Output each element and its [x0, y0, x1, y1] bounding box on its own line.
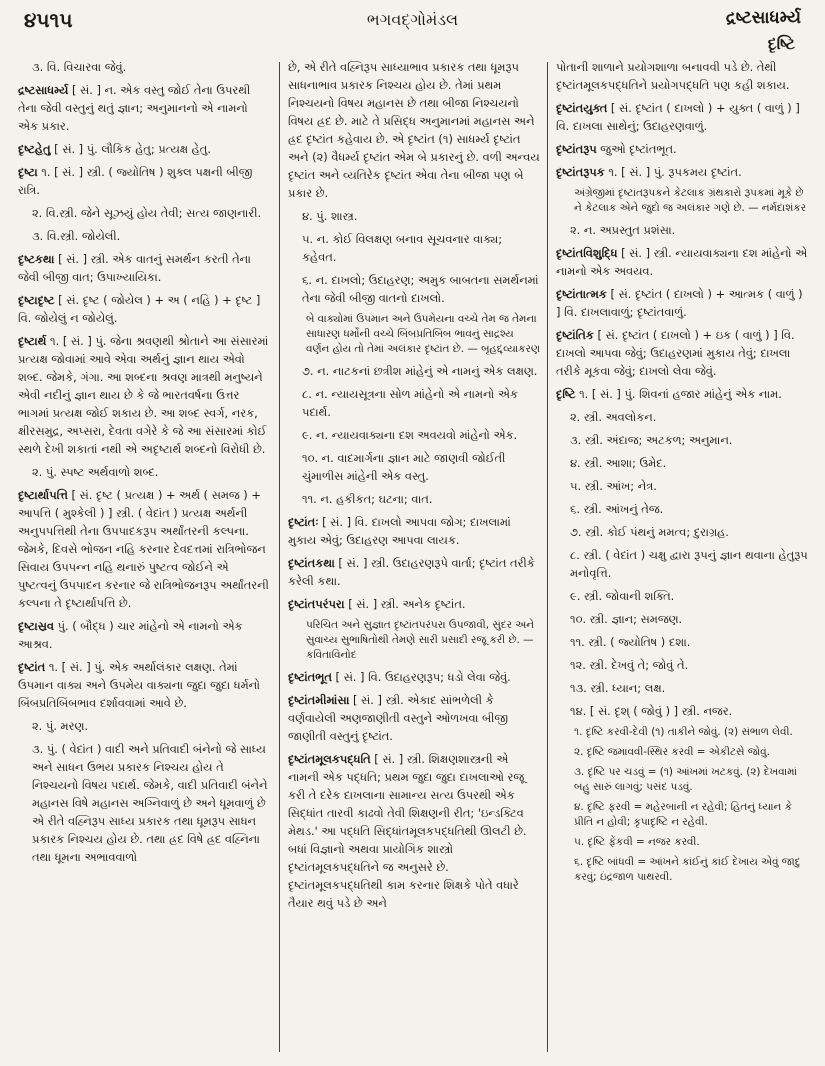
entry-definition: ૮. ન. ન્યાયસૂત્રના સોળ માંહેનો એ નામનો એક પદાર્થ.: [302, 387, 518, 419]
entry-definition: ૧. [ સં. ] સ્ત્રી. ( જ્યોતિષ ) શુક્લ પક્ષની બીજી રાત્રિ.: [18, 165, 253, 197]
entry-definition: ૬. સ્ત્રી. આંખનું તેજ.: [570, 502, 664, 516]
dictionary-entry: [556, 679, 808, 697]
entry-definition: ૪. પું. શાસ્ત્ર.: [302, 209, 358, 223]
dictionary-entry: [18, 140, 270, 158]
entry-headword: દૃષ્ટાંતમીમાંસા: [288, 693, 350, 707]
entry-headword: દૃષ્ટાંતમૂલકપદ્ધતિ: [288, 752, 371, 766]
dictionary-entry: [556, 765, 808, 795]
dictionary-entry: [288, 426, 540, 444]
dictionary-entry: [556, 587, 808, 605]
entry-definition: ૩. સ્ત્રી. અંદાજ; અટકળ; અનુમાન.: [570, 433, 733, 447]
column-divider: [547, 62, 548, 1052]
dictionary-entry: [288, 618, 540, 663]
dictionary-entry: [556, 656, 808, 674]
dictionary-entry: [556, 633, 808, 651]
entry-headword: દૃષ્ટાંતકથા: [288, 556, 335, 570]
dictionary-entry: [18, 227, 270, 245]
dictionary-entry: [288, 449, 540, 485]
entry-headword: દૃષ્ટાર્થ: [18, 334, 47, 348]
dictionary-entry: [556, 610, 808, 628]
entry-headword: દ્રષ્ટસાધર્મ્ય: [18, 83, 69, 97]
entry-definition: [ સં. ] ન. એક વસ્તુ જોઈ તેના ઉપરથી તેના જેવી વસ્તુનું થતું જ્ઞાન; અનુમાનનો એ નામનો એક પ્રકાર.: [18, 83, 251, 133]
dictionary-entry: [556, 523, 808, 541]
dictionary-entry: [288, 58, 540, 202]
dictionary-entry: [556, 745, 808, 760]
book-title: ભગવદ્ગોમંડલ: [366, 10, 459, 29]
dictionary-entry: [18, 463, 270, 481]
entry-definition: ૨. વિ.સ્ત્રી. જેને સૂઝયું હોય તેવી; સત્ય જાણનારી.: [32, 206, 262, 220]
entry-definition: ૩. પું. ( વેદાંત ) વાદી અને પ્રતિવાદી બંનેનો જે સાધ્ય અને સાધન ઉભય પ્રકારક નિશ્ચય હોય તે નિશ્ચયનો વિષય પદાર્થ. જેમકે, વાદી પ્રતિવાદી બંનેને મહાનસ વિષે મહાનસ અગ્નિવાળું છે અને ધૂમવાળું છે એ રીતે વહ્નિરૂપ સાધ્ય પ્રકારક તથા ધૂમરૂપ સાધન પ્રકારક નિશ્ચય હોય છે. તથા હ્રદ વિષે હ્રદ વહ્નિના તથા ધૂમના અભાવવાળો: [32, 742, 268, 864]
entry-definition: [ સં. ] સ્ત્રી. ન્યાયવાક્યના દશ માંહેનો એ નામનો એક અવયવ.: [556, 246, 808, 278]
entry-headword: દૃષ્ટાંતઃ: [288, 515, 319, 529]
dictionary-entry: [18, 163, 270, 199]
entry-definition: [ સં. ] સ્ત્રી. એકાદ સાંભળેલી કે વર્ણવાયેલી અણજાણીતી વસ્તુને ઓળખવા બીજી જાણીતી વસ્તુનું દૃષ્ટાંત.: [288, 693, 508, 743]
entry-definition: ૬. દૃષ્ટિ બાંધવી = આંખને કાંઈનું કાંઈ દેખાય એવું જાદુ કરવું; ઇંદ્રજાળ પાથરવી.: [574, 856, 801, 883]
entry-definition: [ સં. ] વિ. દાખલો આપવા જોગ; દાખલામાં મુકાય એવું; ઉદાહરણ આપવા લાયક.: [288, 515, 511, 547]
dictionary-entry: [18, 486, 270, 612]
entry-definition: ૧. દૃષ્ટિ કરવી-દેવી (૧) તાકીને જોવું. (૨) સંભાળ લેવી.: [574, 726, 793, 738]
entry-definition: ૨. પું. મરણ.: [32, 719, 89, 733]
entry-headword: દૃષ્ટાંત: [18, 660, 46, 674]
entry-definition: [ સં. દૃષ્ટાંત ( દાખલો ) + યુક્ત ( વાળું ) ] વિ. દાખલા સાથેનું; ઉદાહરણવાળું.: [556, 101, 800, 133]
entry-definition: ૭. ન. નાટકનાં છત્રીશ માંહેનું એ નામનું એક લક્ષણ.: [302, 364, 538, 378]
entry-definition: છે, એ રીતે વહ્નિરૂપ સાધ્યાભાવ પ્રકારક તથા ધૂમરૂપ સાધનાભાવ પ્રકારક નિશ્ચય હોય છે. તેમાં પ્રથમ નિશ્ચયનો વિષય મહાનસ છે તથા બીજા નિશ્ચયનો વિષય હ્રદ છે. માટે તે પ્રસિદ્ધ અનુમાનમાં મહાનસ અને હ્રદ દૃષ્ટાંત કહેવાય છે. એ દૃષ્ટાંત (૧) સાધર્મ્ય દૃષ્ટાંત અને (૨) વૈધર્મ્ય દૃષ્ટાંત એમ બે પ્રકારનું છે. વળી અન્વય દૃષ્ટાંત અને વ્યતિરેક દૃષ્ટાંત એવા તેના બીજા પણ બે પ્રકાર છે.: [288, 60, 540, 200]
dictionary-entry: [556, 163, 808, 181]
entry-definition: ૧. [ સં. ] પું. શિવનાં હજાર માંહેનું એક નામ.: [575, 387, 782, 401]
dictionary-entry: [556, 221, 808, 239]
dictionary-entry: [18, 81, 270, 135]
dictionary-entry: [556, 800, 808, 830]
entry-definition: ૪. દૃષ્ટિ ફરવી = મહેરબાની ન રહેવી; હિતનું ધ્યાન કે પ્રીતિ ન હોવી; કૃપાદૃષ્ટિ ન રહેવી.: [574, 801, 792, 828]
dictionary-entry: [288, 230, 540, 266]
entry-definition: ૧૪. [ સં. દૃશ્ ( જોવું ) ] સ્ત્રી. નજર.: [570, 704, 733, 718]
dictionary-entry: [288, 750, 540, 912]
dictionary-entry: [288, 385, 540, 421]
entry-definition: [ સં. ] વિ. ઉદાહરણરૂપ; ધડો લેવા જેવું.: [331, 670, 511, 684]
entry-definition: અંગ્રેજીમાં દૃષ્ટાંતરૂપકને કેટલાક ગ્રંથકારો રૂપકમાં મૂકે છે ને કેટલાક એને જુદો જ અલંકાર ગણે છે. — નર્મદાશંકર: [574, 187, 806, 214]
dictionary-entry: [288, 595, 540, 613]
entry-definition: [ સં. દૃષ્ટાંત ( દાખલો ) + આત્મક ( વાળું ) ] વિ. દાખલાવાળું; દૃષ્ટાંતવાળું.: [556, 287, 803, 319]
entry-definition: [ સં. દૃષ્ટ ( જોયેલ ) + અ ( નહિ ) + દૃષ્ટ ] વિ. જોયેલું ન જોયેલું.: [18, 293, 261, 325]
dictionary-entry: [556, 431, 808, 449]
dictionary-entry: [556, 326, 808, 380]
dictionary-entry: [556, 477, 808, 495]
dictionary-entry: [556, 454, 808, 472]
dictionary-entry: [18, 740, 270, 866]
dictionary-entry: [556, 702, 808, 720]
entry-headword: દૃષ્ટાંતભૂત: [288, 670, 332, 684]
entry-definition: ૧. [ સં. ] પું. જેના શ્રવણથી શ્રોતાને આ સંસારમાં પ્રત્યક્ષ જોવામાં આવે એવા અર્થનું જ્ઞાન થાય એવો શબ્દ. જેમકે, ગંગા. આ શબ્દના શ્રવણ માત્રથી મનુષ્યને એવી નદીનું જ્ઞાન થાય છે કે જે ભારતવર્ષના ઉત્તર ભાગમાં પ્રત્યક્ષ જોઈ શકાય છે. આ શબ્દ સ્વર્ગ, નરક, ક્ષીરસમુદ્ર, અપ્સરા, દેવતા વગેરે કે જે આ સંસારમાં કોઈ સ્થળે દેખી શકાતાં નથી એ અદૃષ્ટાર્થ શબ્દનો વિરોધી છે.: [18, 334, 269, 456]
entry-definition: ૨. દૃષ્ટિ જમાવવી-સ્થિર કરવી = એકીટસે જોવું.: [574, 746, 770, 758]
entry-headword: દૃષ્ટિ: [556, 387, 576, 401]
dictionary-entry: [556, 285, 808, 321]
entry-definition: જુઓ દૃષ્ટાંતભૂત.: [596, 142, 677, 156]
entry-definition: [ સં. ] સ્ત્રી. ઉદાહરણરૂપે વાર્તા; દૃષ્ટાંત તરીકે કરેલી કથા.: [288, 556, 535, 588]
entry-definition: [ સં. ] પું. લૌકિક હેતુ; પ્રત્યક્ષ હેતુ.: [50, 142, 211, 156]
entry-definition: [ સં. દૃષ્ટાંત ( દાખલો ) + ઇક ( વાળું ) ] વિ. દાખલો આપવા જેવું; ઉદાહરણમાં મુકાય તેવું; દાખલા તરીકે મૂકવા જેવું; દાખલો લેવા જેવું.: [556, 328, 795, 378]
guide-word-sub: દૃષ્ટિ: [767, 34, 795, 53]
entry-definition: ૯. ન. ન્યાયવાક્યના દશ અવયવો માંહેનો એક.: [302, 428, 518, 442]
entry-definition: ૭. સ્ત્રી. કોઈ પંથનું મમત્વ; દુરાગ્રહ.: [570, 525, 729, 539]
entry-definition: પોતાની શાળાને પ્રયોગશાળા બનાવવી પડે છે. તેથી દૃષ્ટાંતમૂલકપદ્ધતિને પ્રયોગપદ્ધતિ પણ કહી શકાય.: [556, 60, 790, 92]
dictionary-entry: [18, 58, 270, 76]
dictionary-entry: [288, 554, 540, 590]
dictionary-entry: [18, 658, 270, 712]
dictionary-entry: [18, 291, 270, 327]
entry-headword: દૃષ્ટાંતરૂપ: [556, 142, 597, 156]
page-number: ૪૫૧૫: [24, 8, 73, 32]
entry-headword: દૃષ્ટાંતાત્મક: [556, 287, 607, 301]
dictionary-entry: [556, 186, 808, 216]
entry-headword: દૃષ્ટાંતપરંપરા: [288, 597, 345, 611]
entry-definition: ૧૦. સ્ત્રી. જ્ઞાન; સમજણ.: [570, 612, 683, 626]
dictionary-entry: [556, 500, 808, 518]
entry-headword: દૃષ્ટાંતયુક્ત: [556, 101, 608, 115]
entry-headword: દૃષ્ટાર્થાપત્તિ: [18, 488, 68, 502]
dictionary-entry: [18, 204, 270, 222]
dictionary-entry: [556, 835, 808, 850]
entry-definition: પું. ( બૌદ્ધ ) ચાર માંહેનો એ નામનો એક આશ્રવ.: [18, 619, 243, 651]
page-header: [0, 0, 825, 60]
entry-definition: ૨. સ્ત્રી. અવલોકન.: [570, 410, 657, 424]
dictionary-entry: [288, 271, 540, 307]
dictionary-column-2: [288, 58, 540, 1058]
entry-definition: ૧૧. ન. હકીકત; ઘટના; વાત.: [302, 492, 433, 506]
entry-definition: ૧૦. ન. વાદમાર્ગના જ્ઞાન માટે જાણવી જોઈતી ચુંમાળીસ માંહેની એક વસ્તુ.: [302, 451, 506, 483]
dictionary-entry: [556, 725, 808, 740]
entry-definition: પરિચિત અને સુજ્ઞાત દૃષ્ટાંતપરંપરા ઉપજાવી, સુંદર અને સુવાચ્ય સુભાષિતોથી તેમણે સારી પ્રસાદી રજૂ કરી છે. — કવિતાવિનોદ: [306, 619, 534, 661]
dictionary-entry: [288, 668, 540, 686]
entry-definition: ૫. ન. કોઈ વિલક્ષણ બનાવ સૂચવનાર વાક્ય; કહેવત.: [302, 232, 503, 264]
entry-definition: ૨. ન. અપ્રસ્તુત પ્રશંસા.: [570, 223, 676, 237]
dictionary-entry: [556, 855, 808, 885]
entry-definition: [ સં. ] સ્ત્રી. અનેક દૃષ્ટાંત.: [344, 597, 466, 611]
entry-headword: દૃષ્ટાંતવિશુદ્ધિ: [556, 246, 618, 260]
entry-headword: દૃષ્ટા: [18, 165, 38, 179]
entry-definition: બે વાક્યોમાં ઉપમાન અને ઉપમેયના વચ્ચે તેમ જ તેમના સાધારણ ધર્મોની વચ્ચે બિંબપ્રતિબિંબ ભાવનું સાદ્રશ્ય વર્ણન હોય તો તેમાં અલંકાર દૃષ્ટાંત છે. — બૃહદ્દ્વ્યાકરણ: [306, 313, 540, 355]
entry-definition: ૮. સ્ત્રી. ( વેદાંત ) ચક્ષુ દ્વારા રૂપનું જ્ઞાન થવાના હેતુરૂપ મનોવૃત્તિ.: [570, 548, 808, 580]
entry-headword: દૃષ્ટાસ્રવ: [18, 619, 54, 633]
entry-definition: ૧૩. સ્ત્રી. ધ્યાન; લક્ષ.: [570, 681, 666, 695]
entry-definition: ૫. સ્ત્રી. આંખ; નેત્ર.: [570, 479, 657, 493]
entry-definition: ૯. સ્ત્રી. જોવાની શક્તિ.: [570, 589, 675, 603]
dictionary-entry: [556, 244, 808, 280]
entry-headword: દૃષ્ટાદૃષ્ટ: [18, 293, 55, 307]
dictionary-entry: [556, 408, 808, 426]
entry-headword: દૃષ્ટહેતુ: [18, 142, 51, 156]
dictionary-entry: [288, 513, 540, 549]
dictionary-entry: [556, 58, 808, 94]
dictionary-column-1: [18, 58, 270, 1058]
entry-definition: ૫. દૃષ્ટિ ફેંકવી = નજર કરવી.: [574, 836, 700, 848]
entry-definition: ૩. દૃષ્ટિ પર ચડવું = (૧) આંખમાં ખટકવું. (૨) દેખવામાં બહુ સારું લાગવું; પસંદ પડવું.: [574, 766, 797, 793]
entry-definition: ૧૨. સ્ત્રી. દેખવું તે; જોવું તે.: [570, 658, 689, 672]
dictionary-entry: [18, 250, 270, 286]
dictionary-entry: [18, 617, 270, 653]
dictionary-entry: [556, 140, 808, 158]
dictionary-entry: [18, 332, 270, 458]
dictionary-entry: [556, 99, 808, 135]
dictionary-entry: [288, 490, 540, 508]
entry-definition: ૩. વિ. વિચારવા જેવું.: [32, 60, 127, 74]
dictionary-entry: [288, 362, 540, 380]
column-divider: [279, 62, 280, 1052]
entry-definition: ૬. ન. દાખલો; ઉદાહરણ; અમુક બાબતના સમર્થનમાં તેના જેવી બીજી વાતનો દાખલો.: [302, 273, 539, 305]
entry-definition: ૧૧. સ્ત્રી. ( જ્યોતિષ ) દશા.: [570, 635, 691, 649]
dictionary-entry: [288, 207, 540, 225]
dictionary-entry: [18, 717, 270, 735]
entry-definition: [ સં. ] સ્ત્રી. શિક્ષણશાસ્ત્રની એ નામની એક પદ્ધતિ; પ્રથમ જુદા જુદા દાખલાઓ રજૂ કરી તે દરેક દાખલાના સામાન્ય સત્ય ઉપરથી એક સિદ્ધાંત તારવી કાઢવો તેવી શિક્ષણની રીત; 'ઇન્ડક્ટિવ મેથડ.' આ પદ્ધતિ સિદ્ધાંતમૂલકપદ્ધતિથી ઊલટી છે. બધાં વિજ્ઞાનો અથવા પ્રાયોગિક શાસ્ત્રો દૃષ્ટાંતમૂલકપદ્ધતિને જ અનુસરે છે. દૃષ્ટાંતમૂલકપદ્ધતિથી કામ કરનાર શિક્ષકે પોતે વધારે તૈયાર થવું પડે છે અને: [288, 752, 527, 910]
entry-definition: ૨. પું. સ્પષ્ટ અર્થવાળો શબ્દ.: [32, 465, 159, 479]
dictionary-entry: [288, 691, 540, 745]
entry-headword: દૃષ્ટકથા: [18, 252, 55, 266]
entry-definition: ૧. [ સં. ] પું. રૂપકમય દૃષ્ટાંત.: [604, 165, 742, 179]
dictionary-entry: [556, 385, 808, 403]
guide-word: દ્રષ્ટસાધર્મ્ય: [725, 8, 801, 28]
entry-headword: દૃષ્ટાંતિક: [556, 328, 594, 342]
entry-definition: [ સં. ] સ્ત્રી. એક વાતનું સમર્થન કરતી તેના જેવી બીજી વાત; ઉપાખ્યાયિકા.: [18, 252, 251, 284]
entry-definition: [ સં. દૃષ્ટ ( પ્રત્યક્ષ ) + અર્થ ( સમજ ) + આપત્તિ ( મુશ્કેલી ) ] સ્ત્રી. ( વેદાંત ) પ્રત્યક્ષ અર્થની અનુપપત્તિથી તેના ઉપપાદકરૂપ અર્થાંતરની કલ્પના. જેમકે, દિવસે ભોજન નહિ કરનાર દેવદત્તમાં રાત્રિભોજન સિવાય ઉપપન્ન નહિ થનારું પુષ્ટત્વ જોઈને એ પુષ્ટત્વનું ઉપપાદન કરનાર જે રાત્રિભોજનરૂપ અર્થાંતરની કલ્પના તે દૃષ્ટાર્થાપત્તિ છે.: [18, 488, 269, 610]
dictionary-entry: [556, 546, 808, 582]
entry-headword: દૃષ્ટાંતરૂપક: [556, 165, 605, 179]
entry-definition: ૪. સ્ત્રી. આશા; ઉમેદ.: [570, 456, 667, 470]
dictionary-column-3: [556, 58, 808, 1058]
entry-definition: ૧. [ સં. ] પું. એક અર્થાલંકાર લક્ષણ. તેમાં ઉપમાન વાક્ય અને ઉપમેય વાક્યના જુદા જુદા ધર્મનો બિંબપ્રતિબિંબભાવ દર્શાવવામાં આવે છે.: [18, 660, 260, 710]
dictionary-entry: [288, 312, 540, 357]
entry-definition: ૩. વિ.સ્ત્રી. જોયેલી.: [32, 229, 121, 243]
